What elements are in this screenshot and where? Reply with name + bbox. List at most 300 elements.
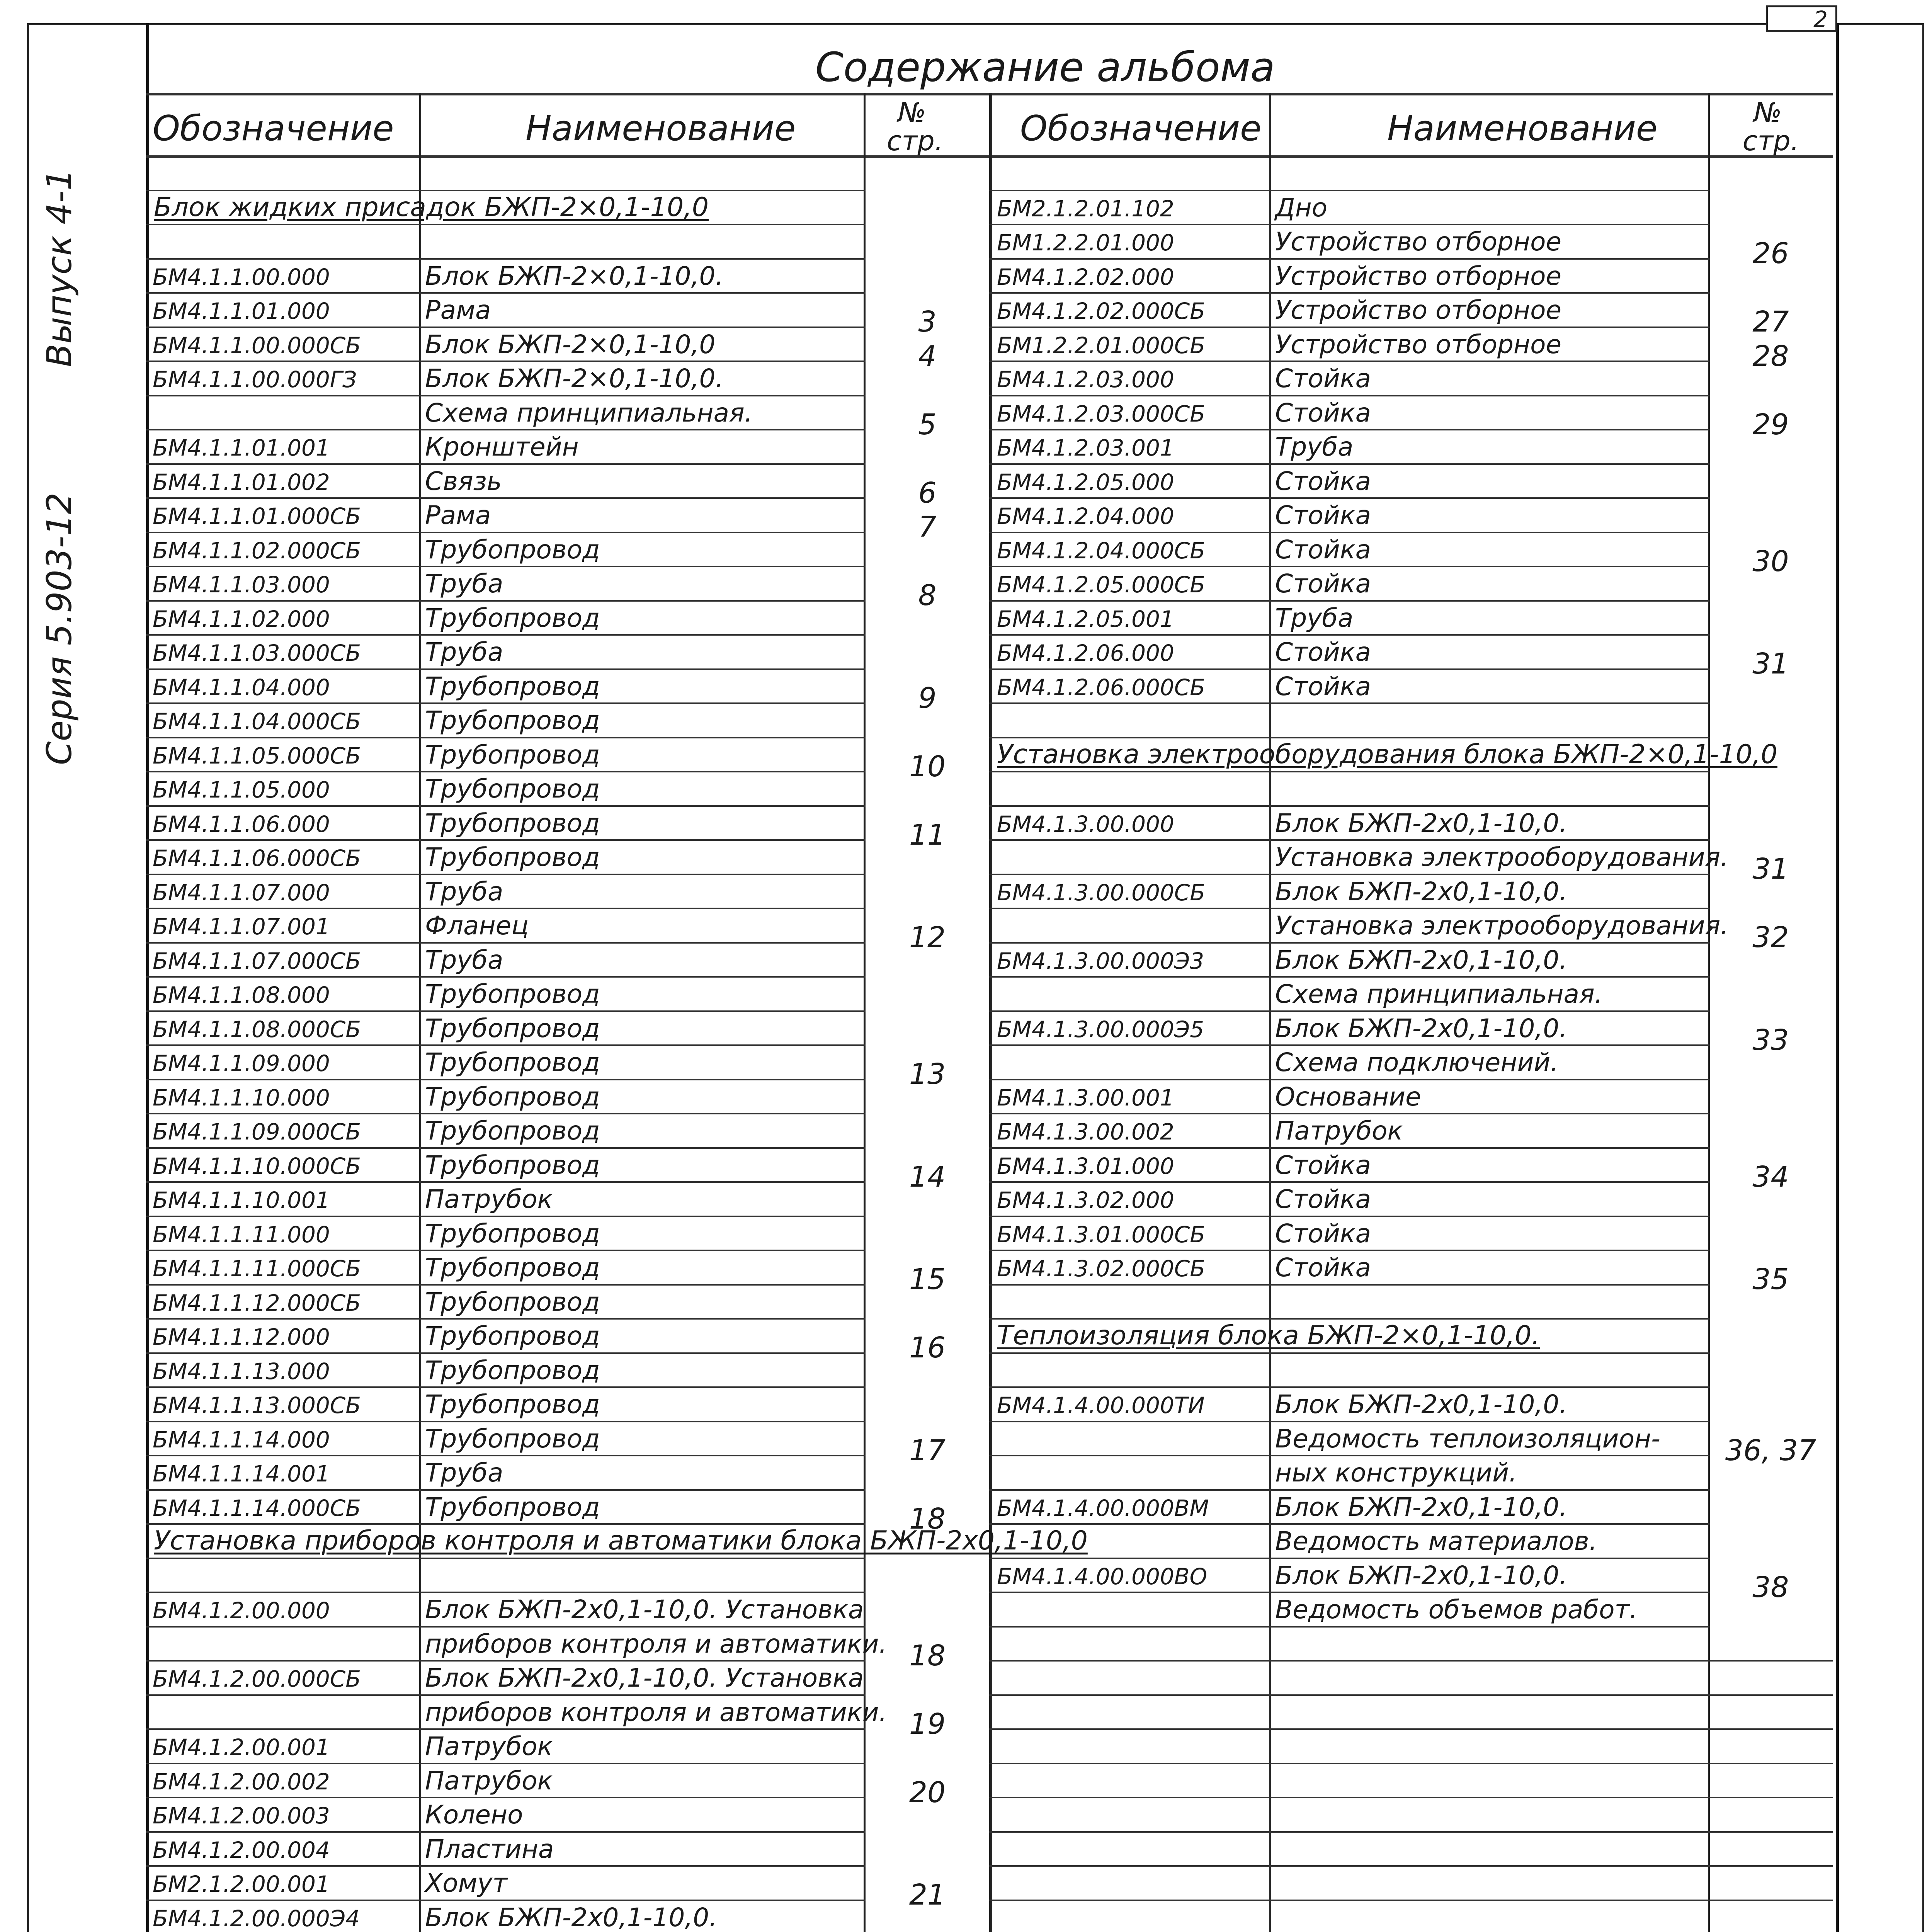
- left_rows-row-rule: [146, 1865, 866, 1867]
- left_rows-name: Труба: [425, 637, 503, 667]
- header-name-left: Наименование: [526, 108, 796, 149]
- left_rows-row-rule: [146, 1284, 866, 1286]
- left_rows-row-rule: [146, 1592, 866, 1593]
- left_rows-designation: БМ4.1.1.10.000: [153, 1084, 330, 1111]
- right_rows-row-rule: [989, 1421, 1710, 1422]
- right_rows-name: Устройство отборное: [1275, 261, 1562, 291]
- left_rows-row-rule: [146, 1694, 866, 1696]
- right_rows-row-rule: [989, 668, 1710, 670]
- right_rows-name: Основание: [1275, 1082, 1421, 1112]
- left_rows-name: Трубопровод: [425, 603, 600, 633]
- left_rows-name: приборов контроля и автоматики.: [425, 1629, 887, 1659]
- left_rows-designation: БМ4.1.1.09.000СБ: [153, 1119, 361, 1145]
- right_rows-name: Схема подключений.: [1275, 1048, 1559, 1077]
- left_rows-name: Патрубок: [425, 1765, 553, 1796]
- left_rows-row-rule: [146, 805, 866, 807]
- right_rows-row-rule: [989, 702, 1710, 704]
- right_rows-name: Стойка: [1275, 1150, 1371, 1180]
- left_rows-designation: БМ4.1.2.00.002: [153, 1768, 330, 1795]
- right_rows-name: Труба: [1275, 603, 1354, 633]
- col-divider-center: [989, 93, 992, 1932]
- left_rows-designation: БМ4.1.2.00.004: [153, 1837, 330, 1863]
- right_rows-name: ных конструкций.: [1275, 1458, 1517, 1488]
- right_rows-row-rule: [989, 429, 1710, 430]
- right_rows-name: Стойка: [1275, 466, 1371, 496]
- sheet-number-box: [1766, 5, 1837, 32]
- col-divider-right-code: [1269, 93, 1271, 1932]
- right_rows-name: Блок БЖП-2х0,1-10,0.: [1275, 945, 1568, 975]
- right_rows-page-number: 35: [1752, 1263, 1789, 1296]
- left_rows-name: Связь: [425, 466, 502, 496]
- left_rows-row-rule: [146, 942, 866, 944]
- right_rows-name: Устройство отборное: [1275, 329, 1562, 359]
- left_rows-row-rule: [146, 1113, 866, 1114]
- left_rows-designation: БМ4.1.2.00.000: [153, 1597, 330, 1624]
- left_rows-row-rule: [146, 1455, 866, 1456]
- right_rows-designation: БМ4.1.2.04.000: [997, 503, 1174, 529]
- right_rows-name: Труба: [1275, 432, 1354, 462]
- right_rows-row-rule: [989, 258, 1710, 260]
- left_rows-row-rule: [146, 874, 866, 875]
- left_rows-row-rule: [146, 634, 866, 636]
- left_rows-row-rule: [146, 1626, 866, 1628]
- left_rows-row-rule: [146, 1660, 866, 1662]
- right_rows-name: Устройство отборное: [1275, 295, 1562, 325]
- left_rows-row-rule: [146, 1489, 866, 1491]
- left_rows-name: Блок БЖП-2×0,1-10,0.: [425, 364, 724, 393]
- left_rows-name: Трубопровод: [425, 1218, 600, 1248]
- right_rows-row-rule: [989, 224, 1710, 225]
- left_rows-designation: БМ4.1.1.08.000СБ: [153, 1016, 361, 1043]
- left_rows-designation: БМ4.1.1.06.000: [153, 811, 330, 837]
- left_rows-row-rule: [146, 532, 866, 533]
- left_rows-row-rule: [146, 497, 866, 499]
- right_rows-page-number: 38: [1752, 1570, 1789, 1604]
- left_rows-designation: БМ4.1.1.11.000: [153, 1221, 330, 1248]
- left_rows-row-rule: [146, 771, 866, 772]
- left_rows-page-number: 10: [909, 750, 946, 783]
- left_rows-designation: БМ4.1.1.05.000СБ: [153, 742, 361, 769]
- left_rows-designation: БМ4.1.1.04.000СБ: [153, 708, 361, 735]
- col-divider-left-code: [419, 93, 421, 1932]
- left_rows-designation: БМ4.1.1.02.000: [153, 605, 330, 632]
- left_rows-name: Трубопровод: [425, 1116, 600, 1146]
- right_rows-name: Стойка: [1275, 1218, 1371, 1248]
- left_rows-designation: БМ4.1.1.13.000: [153, 1358, 330, 1384]
- left_rows-designation: БМ4.1.1.07.000СБ: [153, 947, 361, 974]
- right_rows-row-rule: [989, 1386, 1710, 1388]
- right_rows-designation: БМ4.1.2.03.001: [997, 435, 1174, 461]
- right_rows-row-rule: [989, 395, 1710, 396]
- left_rows-name: Трубопровод: [425, 808, 600, 838]
- left_rows-designation: БМ4.1.1.14.000: [153, 1426, 330, 1453]
- right_rows-blank-row-rule: [989, 1831, 1833, 1833]
- right_rows-name: Стойка: [1275, 569, 1371, 599]
- left_rows-name: Трубопровод: [425, 1082, 600, 1112]
- right_rows-designation: БМ4.1.2.04.000СБ: [997, 537, 1206, 564]
- right_rows-name: Блок БЖП-2х0,1-10,0.: [1275, 876, 1568, 906]
- left_rows-name: Блок БЖП-2х0,1-10,0. Установка: [425, 1595, 864, 1624]
- right_rows-designation: БМ4.1.3.00.000Э5: [997, 1016, 1204, 1043]
- left_rows-designation: БМ4.1.1.06.000СБ: [153, 845, 361, 871]
- left_rows-designation: БМ4.1.1.12.000СБ: [153, 1289, 361, 1316]
- left_rows-designation: БМ4.1.1.01.001: [153, 435, 330, 461]
- right_rows-designation: БМ4.1.2.06.000: [997, 640, 1174, 666]
- right_rows-row-rule: [989, 463, 1710, 465]
- right_rows-designation: БМ4.1.3.00.001: [997, 1084, 1174, 1111]
- right_rows-name: Ведомость объемов работ.: [1275, 1595, 1638, 1624]
- right_rows-row-rule: [989, 1250, 1710, 1251]
- right_rows-designation: БМ4.1.3.02.000СБ: [997, 1255, 1206, 1282]
- right_rows-row-rule: [989, 737, 1710, 738]
- left_rows-row-rule: [146, 600, 866, 602]
- right_rows-name: Блок БЖП-2х0,1-10,0.: [1275, 1013, 1568, 1043]
- right_rows-designation: БМ2.1.2.01.102: [997, 195, 1174, 222]
- left_rows-page-number: 18: [909, 1639, 946, 1672]
- header-designation-right: Обозначение: [1020, 108, 1262, 149]
- left_rows-name: Трубопровод: [425, 1321, 600, 1351]
- left_rows-page-number: 12: [909, 921, 946, 954]
- left_rows-row-rule: [146, 839, 866, 841]
- left_rows-row-rule: [146, 702, 866, 704]
- left_rows-name: Трубопровод: [425, 740, 600, 770]
- right_rows-designation: БМ4.1.2.03.000: [997, 366, 1174, 393]
- right_rows-name: Стойка: [1275, 500, 1371, 530]
- right_rows-row-rule: [989, 942, 1710, 944]
- left_rows-name: Патрубок: [425, 1184, 553, 1214]
- right_rows-page-number: 28: [1752, 339, 1789, 373]
- right_rows-name: Ведомость материалов.: [1275, 1526, 1597, 1556]
- right_rows-row-rule: [989, 1489, 1710, 1491]
- left_rows-row-rule: [146, 258, 866, 260]
- right_rows-row-rule: [989, 1318, 1710, 1320]
- left_rows-name: Трубопровод: [425, 1048, 600, 1077]
- left_rows-row-rule: [146, 1763, 866, 1764]
- right_rows-name: Установка электрооборудования.: [1275, 842, 1729, 872]
- left_rows-designation: БМ4.1.2.00.003: [153, 1803, 330, 1829]
- left_rows-row-rule: [146, 1386, 866, 1388]
- right_rows-row-rule: [989, 532, 1710, 533]
- right_rows-name: Блок БЖП-2х0,1-10,0.: [1275, 1492, 1568, 1522]
- left_rows-designation: БМ4.1.1.03.000СБ: [153, 640, 361, 666]
- left_rows-name: Хомут: [425, 1868, 507, 1898]
- left_rows-row-rule: [146, 566, 866, 567]
- left_rows-designation: БМ4.1.1.14.000СБ: [153, 1495, 361, 1521]
- left_rows-row-rule: [146, 1797, 866, 1798]
- right_rows-designation: БМ4.1.3.00.000Э3: [997, 947, 1204, 974]
- left_rows-designation: БМ4.1.2.00.000СБ: [153, 1666, 361, 1692]
- left_rows-name: Трубопровод: [425, 1150, 600, 1180]
- right_rows-name: Патрубок: [1275, 1116, 1403, 1146]
- left_rows-row-rule: [146, 1558, 866, 1559]
- left_rows-designation: БМ4.1.1.07.000: [153, 879, 330, 906]
- left_rows-name: Трубопровод: [425, 1287, 600, 1317]
- left_rows-name: Патрубок: [425, 1731, 553, 1761]
- left_rows-designation: БМ4.1.1.11.000СБ: [153, 1255, 361, 1282]
- left_rows-designation: БМ4.1.2.00.000Э4: [153, 1905, 360, 1932]
- left_rows-row-rule: [146, 1318, 866, 1320]
- left_rows-name: Трубопровод: [425, 1492, 600, 1522]
- right_rows-row-rule: [989, 1010, 1710, 1012]
- right_rows-page-number: 29: [1752, 408, 1789, 441]
- left_rows-row-rule: [146, 1010, 866, 1012]
- left_rows-row-rule: [146, 429, 866, 430]
- left_rows-designation: БМ4.1.1.00.000: [153, 264, 330, 290]
- right_rows-page-number: 30: [1752, 544, 1789, 578]
- left_rows-name: Трубопровод: [425, 1013, 600, 1043]
- left_rows-page-number: 18: [909, 1502, 946, 1536]
- left_rows-designation: БМ4.1.1.02.000СБ: [153, 537, 361, 564]
- right_rows-row-rule: [989, 1558, 1710, 1559]
- right_rows-name: Стойка: [1275, 364, 1371, 393]
- right_rows-name: Установка электрооборудования.: [1275, 911, 1729, 940]
- left_rows-designation: БМ4.1.1.01.000СБ: [153, 503, 361, 529]
- right_rows-designation: БМ4.1.3.02.000: [997, 1187, 1174, 1213]
- left_rows-page-number: 21: [909, 1878, 946, 1912]
- right_rows-page-number: 31: [1752, 647, 1789, 680]
- right_rows-blank-row-rule: [989, 1865, 1833, 1867]
- right_rows-page-number: 26: [1752, 237, 1789, 270]
- right_rows-row-rule: [989, 771, 1710, 772]
- right_rows-row-rule: [989, 839, 1710, 841]
- right_rows-designation: БМ4.1.3.01.000: [997, 1153, 1174, 1179]
- left_rows-page-number: 4: [918, 339, 937, 373]
- left_rows-page-number: 16: [909, 1331, 946, 1364]
- left_rows-name: Труба: [425, 1458, 503, 1488]
- right_rows-page-number: 36, 37: [1725, 1434, 1816, 1467]
- left_rows-row-rule: [146, 1216, 866, 1217]
- left_rows-name: Фланец: [425, 911, 529, 940]
- side-stamp-series: Серия 5.903-12: [39, 492, 79, 765]
- left_rows-designation: БМ4.1.1.10.001: [153, 1187, 330, 1213]
- contents-table-frame: [146, 23, 1839, 1932]
- left_rows-page-number: 17: [909, 1434, 946, 1467]
- left_rows-row-rule: [146, 224, 866, 225]
- right_rows-row-rule: [989, 1079, 1710, 1080]
- left_rows-designation: БМ4.1.1.09.000: [153, 1050, 330, 1077]
- right_rows-name: Дно: [1275, 192, 1328, 223]
- right_rows-blank-row-rule: [989, 1797, 1833, 1798]
- left_rows-name: Трубопровод: [425, 842, 600, 872]
- left_rows-designation: БМ4.1.1.08.000: [153, 982, 330, 1008]
- right_rows-name: Стойка: [1275, 1253, 1371, 1282]
- left_rows-row-rule: [146, 1421, 866, 1422]
- left_rows-name: Трубопровод: [425, 534, 600, 565]
- left_rows-page-number: 8: [918, 579, 937, 612]
- right_rows-row-rule: [989, 1352, 1710, 1354]
- right_rows-name: Ведомость теплоизоляцион-: [1275, 1423, 1660, 1454]
- left_rows-name: Трубопровод: [425, 706, 600, 735]
- right_rows-name: Блок БЖП-2х0,1-10,0.: [1275, 1389, 1568, 1419]
- right_rows-name: Стойка: [1275, 534, 1371, 565]
- left_rows-page-number: 11: [909, 818, 946, 852]
- left_rows-designation: БМ4.1.1.13.000СБ: [153, 1392, 361, 1418]
- right_rows-row-rule: [989, 190, 1710, 191]
- right_rows-row-rule: [989, 361, 1710, 362]
- right_rows-designation: БМ4.1.4.00.000ТИ: [997, 1392, 1205, 1418]
- left_rows-row-rule: [146, 395, 866, 396]
- right_rows-name: Устройство отборное: [1275, 227, 1562, 257]
- right_rows-designation: БМ4.1.2.02.000СБ: [997, 298, 1206, 324]
- sheet-number: 2: [1813, 6, 1828, 32]
- right_rows-row-rule: [989, 976, 1710, 978]
- left_rows-designation: БМ4.1.1.05.000: [153, 777, 330, 803]
- left_rows-designation: БМ4.1.2.00.001: [153, 1734, 330, 1760]
- left_rows-name: Колено: [425, 1800, 523, 1830]
- left_rows-designation: БМ4.1.1.07.001: [153, 913, 330, 940]
- right_rows-name: Блок БЖП-2х0,1-10,0.: [1275, 1560, 1568, 1590]
- right_rows-name: Стойка: [1275, 637, 1371, 667]
- left_rows-row-rule: [146, 976, 866, 978]
- left_rows-row-rule: [146, 1181, 866, 1183]
- header-name-right: Наименование: [1387, 108, 1658, 149]
- left_rows-page-number: 20: [909, 1776, 946, 1809]
- right_rows-row-rule: [989, 497, 1710, 499]
- left_rows-row-rule: [146, 668, 866, 670]
- left_rows-name: Трубопровод: [425, 774, 600, 804]
- left_rows-designation: БМ4.1.1.14.001: [153, 1461, 330, 1487]
- left_rows-name: Схема принципиальная.: [425, 398, 753, 428]
- right_rows-row-rule: [989, 1626, 1710, 1628]
- left_rows-name: Трубопровод: [425, 671, 600, 701]
- right_rows-row-rule: [989, 1284, 1710, 1286]
- right_rows-row-rule: [989, 327, 1710, 328]
- right_rows-row-rule: [989, 634, 1710, 636]
- left_rows-row-rule: [146, 1831, 866, 1833]
- right_rows-designation: БМ4.1.3.01.000СБ: [997, 1221, 1206, 1248]
- right_rows-blank-row-rule: [989, 1660, 1833, 1662]
- left_rows-name: Трубопровод: [425, 979, 600, 1009]
- right_rows-section-heading: Установка электрооборудования блока БЖП-2×0,1-10,0: [997, 739, 1778, 770]
- right_rows-name: Стойка: [1275, 671, 1371, 701]
- left_rows-designation: БМ4.1.1.01.002: [153, 469, 330, 495]
- left_rows-name: Блок БЖП-2×0,1-10,0.: [425, 261, 724, 291]
- right_rows-name: Блок БЖП-2х0,1-10,0.: [1275, 808, 1568, 838]
- left_rows-page-number: 15: [909, 1263, 946, 1296]
- left_rows-name: Блок БЖП-2х0,1-10,0. Установка: [425, 1663, 864, 1693]
- left_rows-row-rule: [146, 1079, 866, 1080]
- right_rows-designation: БМ4.1.2.03.000СБ: [997, 400, 1206, 427]
- left_rows-row-rule: [146, 1523, 866, 1525]
- right_rows-designation: БМ4.1.3.00.000: [997, 811, 1174, 837]
- right_rows-page-number: 34: [1752, 1160, 1789, 1194]
- left_rows-row-rule: [146, 908, 866, 909]
- left_rows-row-rule: [146, 361, 866, 362]
- right_rows-row-rule: [989, 292, 1710, 294]
- right_rows-page-number: 31: [1752, 852, 1789, 886]
- right_rows-blank-row-rule: [989, 1694, 1833, 1696]
- right_rows-row-rule: [989, 600, 1710, 602]
- left_rows-section-heading: Установка приборов контроля и автоматики блока БЖП-2х0,1-10,0: [154, 1526, 1088, 1556]
- left_rows-row-rule: [146, 1900, 866, 1901]
- left_rows-row-rule: [146, 1250, 866, 1251]
- left_rows-row-rule: [146, 1728, 866, 1730]
- right_rows-row-rule: [989, 805, 1710, 807]
- header-page-right: № стр.: [1743, 97, 1799, 157]
- right_rows-blank-row-rule: [989, 1728, 1833, 1730]
- right_rows-row-rule: [989, 1113, 1710, 1114]
- left_rows-row-rule: [146, 1044, 866, 1046]
- left_rows-page-number: 5: [918, 408, 937, 441]
- left_rows-name: Рама: [425, 500, 491, 530]
- right_rows-name: Стойка: [1275, 398, 1371, 428]
- right_rows-blank-row-rule: [989, 1763, 1833, 1764]
- left_rows-row-rule: [146, 463, 866, 465]
- left_rows-row-rule: [146, 327, 866, 328]
- left_rows-name: Труба: [425, 945, 503, 975]
- right_rows-designation: БМ4.1.3.00.002: [997, 1119, 1174, 1145]
- left_rows-name: приборов контроля и автоматики.: [425, 1697, 887, 1727]
- side-stamp-issue: Выпуск 4-1: [39, 169, 79, 367]
- right_rows-designation: БМ4.1.2.05.000: [997, 469, 1174, 495]
- left_rows-name: Рама: [425, 295, 491, 325]
- right_rows-designation: БМ1.2.2.01.000: [997, 230, 1174, 256]
- left_rows-row-rule: [146, 190, 866, 191]
- left_rows-page-number: 14: [909, 1160, 946, 1194]
- left_rows-designation: БМ4.1.1.04.000: [153, 674, 330, 701]
- left_rows-name: Пластина: [425, 1834, 554, 1864]
- right_rows-row-rule: [989, 1181, 1710, 1183]
- left_rows-designation: БМ4.1.1.03.000: [153, 571, 330, 598]
- right_rows-page-number: 33: [1752, 1023, 1789, 1057]
- left_rows-page-number: 9: [918, 681, 937, 715]
- left_rows-section-heading: Блок жидких присадок БЖП-2×0,1-10,0: [154, 192, 709, 223]
- left_rows-row-rule: [146, 1352, 866, 1354]
- right_rows-designation: БМ4.1.4.00.000ВМ: [997, 1495, 1209, 1521]
- right_rows-designation: БМ1.2.2.01.000СБ: [997, 332, 1206, 359]
- right_rows-row-rule: [989, 1523, 1710, 1525]
- left_rows-designation: БМ4.1.1.00.000СБ: [153, 332, 361, 359]
- right_rows-section-heading: Теплоизоляция блока БЖП-2×0,1-10,0.: [997, 1320, 1540, 1351]
- left_rows-name: Трубопровод: [425, 1253, 600, 1282]
- left_rows-page-number: 13: [909, 1058, 946, 1091]
- right_rows-page-number: 27: [1752, 305, 1789, 338]
- left_rows-page-number: 3: [918, 305, 937, 338]
- left_rows-name: Трубопровод: [425, 1423, 600, 1454]
- right_rows-row-rule: [989, 874, 1710, 875]
- header-page-left: № стр.: [887, 97, 943, 157]
- left_rows-designation: БМ4.1.1.00.000ГЗ: [153, 366, 357, 393]
- page-title: Содержание альбома: [815, 44, 1275, 91]
- left_rows-name: Трубопровод: [425, 1355, 600, 1385]
- left_rows-page-number: 19: [909, 1707, 946, 1741]
- right_rows-designation: БМ4.1.3.00.000СБ: [997, 879, 1206, 906]
- right_rows-name: Схема принципиальная.: [1275, 979, 1603, 1009]
- left_rows-row-rule: [146, 1147, 866, 1149]
- right_rows-name: Стойка: [1275, 1184, 1371, 1214]
- right_rows-designation: БМ4.1.2.02.000: [997, 264, 1174, 290]
- left_rows-name: Труба: [425, 569, 503, 599]
- left_rows-designation: БМ2.1.2.00.001: [153, 1871, 330, 1897]
- right_rows-designation: БМ4.1.2.05.001: [997, 605, 1174, 632]
- right_rows-row-rule: [989, 1592, 1710, 1593]
- left_rows-name: Блок БЖП-2х0,1-10,0.: [425, 1902, 718, 1932]
- right_rows-row-rule: [989, 1216, 1710, 1217]
- right_rows-row-rule: [989, 1147, 1710, 1149]
- left_rows-page-number: 7: [918, 510, 937, 544]
- right_rows-row-rule: [989, 1455, 1710, 1456]
- right_rows-row-rule: [989, 566, 1710, 567]
- left_rows-designation: БМ4.1.1.12.000: [153, 1324, 330, 1350]
- right_rows-designation: БМ4.1.2.05.000СБ: [997, 571, 1206, 598]
- right_rows-designation: БМ4.1.4.00.000ВО: [997, 1563, 1208, 1590]
- header-designation-left: Обозначение: [153, 108, 394, 149]
- left_rows-name: Кронштейн: [425, 432, 579, 462]
- left_rows-page-number: 6: [918, 476, 937, 510]
- left_rows-name: Блок БЖП-2×0,1-10,0: [425, 329, 716, 359]
- left_rows-name: Трубопровод: [425, 1389, 600, 1419]
- right_rows-page-number: 32: [1752, 921, 1789, 954]
